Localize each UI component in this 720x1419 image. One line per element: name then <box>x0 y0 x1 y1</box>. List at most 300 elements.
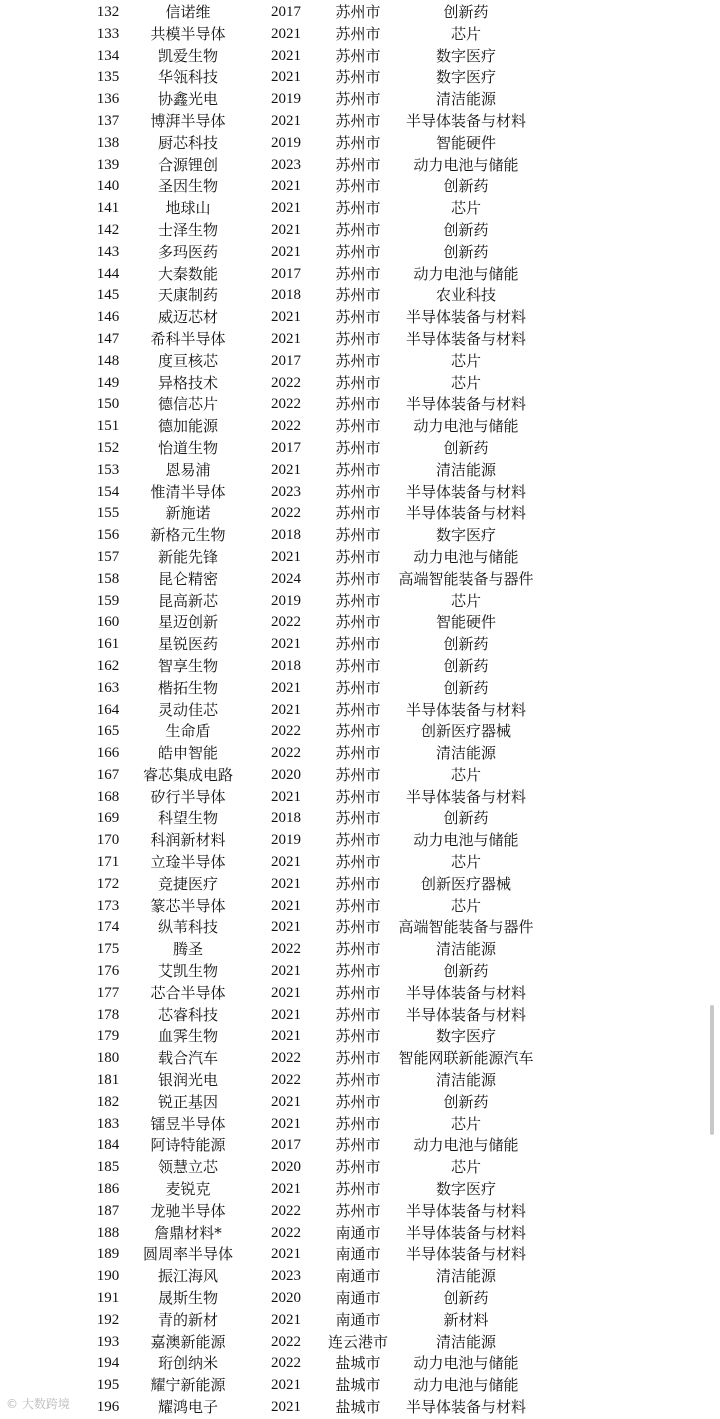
company-name: 希科半导体 <box>150 329 226 348</box>
company-name: 圆周率半导体 <box>142 1245 233 1264</box>
city: 苏州市 <box>335 264 381 283</box>
row-number: 137 <box>96 112 120 129</box>
row-number: 149 <box>96 374 120 391</box>
city: 苏州市 <box>335 329 381 348</box>
row-number: 164 <box>96 701 120 718</box>
row-number: 140 <box>96 178 120 195</box>
row-number: 180 <box>96 1050 120 1067</box>
company-name: 篆芯半导体 <box>150 896 226 915</box>
table-row <box>0 438 720 460</box>
city: 苏州市 <box>335 853 381 872</box>
industry: 半导体装备与材料 <box>405 1245 526 1264</box>
founded-year: 2020 <box>271 766 301 783</box>
city: 苏州市 <box>335 1092 381 1111</box>
company-name: 昆高新芯 <box>157 591 218 610</box>
row-number: 162 <box>96 657 120 674</box>
company-name: 晟斯生物 <box>157 1289 218 1308</box>
city: 苏州市 <box>335 1005 381 1024</box>
row-number: 182 <box>96 1093 120 1110</box>
founded-year: 2021 <box>271 221 301 238</box>
industry: 新材料 <box>443 1310 489 1329</box>
company-name: 科望生物 <box>157 809 218 828</box>
founded-year: 2017 <box>271 4 301 20</box>
table-row <box>0 67 720 89</box>
founded-year: 2022 <box>271 418 301 435</box>
industry: 清洁能源 <box>435 1071 496 1090</box>
row-number: 159 <box>96 592 120 609</box>
city: 苏州市 <box>335 1158 381 1177</box>
company-name: 昆仑精密 <box>157 569 218 588</box>
company-name: 多玛医药 <box>157 242 218 261</box>
table-row <box>0 896 720 918</box>
industry: 动力电池与储能 <box>413 547 519 566</box>
row-number: 155 <box>96 505 120 522</box>
founded-year: 2021 <box>271 1028 301 1045</box>
city: 盐城市 <box>335 1398 381 1416</box>
row-number: 194 <box>96 1355 120 1372</box>
founded-year: 2023 <box>271 156 301 173</box>
company-name: 载合汽车 <box>157 1049 218 1068</box>
industry: 芯片 <box>450 853 481 872</box>
founded-year: 2021 <box>271 69 301 86</box>
city: 苏州市 <box>335 547 381 566</box>
company-name: 嘉澳新能源 <box>150 1332 226 1351</box>
company-name: 矽行半导体 <box>150 787 226 806</box>
founded-year: 2021 <box>271 548 301 565</box>
table-row <box>0 612 720 634</box>
industry: 芯片 <box>450 591 481 610</box>
city: 苏州市 <box>335 373 381 392</box>
city: 苏州市 <box>335 68 381 87</box>
founded-year: 2021 <box>271 963 301 980</box>
company-name: 惟清半导体 <box>150 482 226 501</box>
industry: 半导体装备与材料 <box>405 1201 526 1220</box>
founded-year: 2018 <box>271 287 301 304</box>
city: 苏州市 <box>335 765 381 784</box>
row-number: 136 <box>96 91 120 108</box>
industry: 清洁能源 <box>435 1332 496 1351</box>
table-row <box>0 1114 720 1136</box>
row-number: 166 <box>96 745 120 762</box>
company-name: 恩易浦 <box>165 460 211 479</box>
city: 苏州市 <box>335 656 381 675</box>
table-row <box>0 1353 720 1375</box>
row-number: 139 <box>96 156 120 173</box>
company-name: 立琻半导体 <box>150 853 226 872</box>
company-name: 士泽生物 <box>157 220 218 239</box>
founded-year: 2021 <box>271 112 301 129</box>
row-number: 177 <box>96 984 120 1001</box>
table-row <box>0 24 720 46</box>
founded-year: 2021 <box>271 1006 301 1023</box>
table-row <box>0 1332 720 1354</box>
company-name: 领慧立芯 <box>157 1158 218 1177</box>
table-row <box>0 111 720 133</box>
company-name: 生命盾 <box>165 722 211 741</box>
table-row <box>0 307 720 329</box>
founded-year: 2021 <box>271 1399 301 1415</box>
industry: 农业科技 <box>435 286 496 305</box>
company-name: 协鑫光电 <box>157 90 218 109</box>
row-number: 185 <box>96 1159 120 1176</box>
founded-year: 2022 <box>271 396 301 413</box>
founded-year: 2017 <box>271 265 301 282</box>
company-name: 艾凯生物 <box>157 962 218 981</box>
row-number: 143 <box>96 243 120 260</box>
city: 苏州市 <box>335 787 381 806</box>
row-number: 148 <box>96 352 120 369</box>
company-name: 博湃半导体 <box>150 111 226 130</box>
founded-year: 2023 <box>271 483 301 500</box>
table-row <box>0 634 720 656</box>
row-number: 184 <box>96 1137 120 1154</box>
row-number: 157 <box>96 548 120 565</box>
city: 苏州市 <box>335 438 381 457</box>
industry: 创新药 <box>443 1289 489 1308</box>
company-name: 皓申智能 <box>157 744 218 763</box>
row-number: 165 <box>96 723 120 740</box>
table-row <box>0 1092 720 1114</box>
table-row <box>0 525 720 547</box>
table-row <box>0 329 720 351</box>
row-number: 138 <box>96 134 120 151</box>
table-row <box>0 656 720 678</box>
row-number: 173 <box>96 897 120 914</box>
founded-year: 2017 <box>271 352 301 369</box>
industry: 数字医疗 <box>435 68 496 87</box>
city: 苏州市 <box>335 809 381 828</box>
table-row <box>0 808 720 830</box>
company-name: 星锐医药 <box>157 635 218 654</box>
industry: 芯片 <box>450 199 481 218</box>
company-name: 共模半导体 <box>150 24 226 43</box>
founded-year: 2020 <box>271 1290 301 1307</box>
city: 南通市 <box>335 1245 381 1264</box>
city: 苏州市 <box>335 286 381 305</box>
table-row <box>0 503 720 525</box>
table-row <box>0 482 720 504</box>
table-row <box>0 569 720 591</box>
table-row <box>0 220 720 242</box>
row-number: 190 <box>96 1268 120 1285</box>
company-name: 珩创纳米 <box>157 1354 218 1373</box>
founded-year: 2021 <box>271 701 301 718</box>
founded-year: 2019 <box>271 134 301 151</box>
founded-year: 2022 <box>271 1355 301 1372</box>
row-number: 142 <box>96 221 120 238</box>
company-name: 星迈创新 <box>157 613 218 632</box>
founded-year: 2022 <box>271 374 301 391</box>
row-number: 192 <box>96 1311 120 1328</box>
founded-year: 2021 <box>271 788 301 805</box>
row-number: 188 <box>96 1224 120 1241</box>
table-row <box>0 1048 720 1070</box>
industry: 芯片 <box>450 1114 481 1133</box>
founded-year: 2022 <box>271 1333 301 1350</box>
company-name: 芯睿科技 <box>157 1005 218 1024</box>
founded-year: 2019 <box>271 592 301 609</box>
table-row <box>0 285 720 307</box>
table-row <box>0 2 720 24</box>
city: 苏州市 <box>335 482 381 501</box>
founded-year: 2021 <box>271 1377 301 1394</box>
city: 苏州市 <box>335 591 381 610</box>
scrollbar[interactable] <box>710 1005 714 1135</box>
company-name: 威迈芯材 <box>157 308 218 327</box>
industry: 半导体装备与材料 <box>405 787 526 806</box>
city: 盐城市 <box>335 1354 381 1373</box>
industry: 动力电池与储能 <box>413 417 519 436</box>
table-row <box>0 1397 720 1419</box>
table-row <box>0 1375 720 1397</box>
founded-year: 2022 <box>271 1050 301 1067</box>
city: 苏州市 <box>335 90 381 109</box>
industry: 动力电池与储能 <box>413 1376 519 1395</box>
company-name: 詹鼎材料* <box>154 1223 222 1242</box>
city: 苏州市 <box>335 3 381 21</box>
row-number: 152 <box>96 439 120 456</box>
company-name: 科润新材料 <box>150 831 226 850</box>
city: 苏州市 <box>335 526 381 545</box>
row-number: 132 <box>96 4 120 20</box>
company-name: 德加能源 <box>157 417 218 436</box>
row-number: 171 <box>96 854 120 871</box>
founded-year: 2022 <box>271 614 301 631</box>
row-number: 145 <box>96 287 120 304</box>
founded-year: 2021 <box>271 178 301 195</box>
city: 苏州市 <box>335 1201 381 1220</box>
table-row <box>0 1179 720 1201</box>
founded-year: 2021 <box>271 854 301 871</box>
table-row <box>0 198 720 220</box>
row-number: 179 <box>96 1028 120 1045</box>
city: 南通市 <box>335 1267 381 1286</box>
row-number: 167 <box>96 766 120 783</box>
industry: 创新药 <box>443 3 489 21</box>
city: 苏州市 <box>335 220 381 239</box>
company-name: 振江海风 <box>157 1267 218 1286</box>
industry: 半导体装备与材料 <box>405 308 526 327</box>
industry: 半导体装备与材料 <box>405 1223 526 1242</box>
industry: 数字医疗 <box>435 1180 496 1199</box>
table-row <box>0 242 720 264</box>
row-number: 144 <box>96 265 120 282</box>
company-name: 睿芯集成电路 <box>142 765 233 784</box>
founded-year: 2021 <box>271 1181 301 1198</box>
company-name: 凯爱生物 <box>157 46 218 65</box>
company-name: 大秦数能 <box>157 264 218 283</box>
industry: 智能硬件 <box>435 613 496 632</box>
row-number: 178 <box>96 1006 120 1023</box>
industry: 芯片 <box>450 351 481 370</box>
industry: 清洁能源 <box>435 940 496 959</box>
company-name: 青的新材 <box>157 1310 218 1329</box>
founded-year: 2021 <box>271 875 301 892</box>
company-name: 镭昱半导体 <box>150 1114 226 1133</box>
city: 苏州市 <box>335 417 381 436</box>
table-row <box>0 852 720 874</box>
city: 苏州市 <box>335 111 381 130</box>
industry: 芯片 <box>450 765 481 784</box>
row-number: 186 <box>96 1181 120 1198</box>
industry: 创新药 <box>443 656 489 675</box>
founded-year: 2018 <box>271 527 301 544</box>
industry: 数字医疗 <box>435 1027 496 1046</box>
table-row <box>0 1157 720 1179</box>
industry: 智能硬件 <box>435 133 496 152</box>
industry: 动力电池与储能 <box>413 1136 519 1155</box>
table-row <box>0 155 720 177</box>
table-row <box>0 176 720 198</box>
industry: 创新药 <box>443 438 489 457</box>
row-number: 196 <box>96 1399 120 1415</box>
founded-year: 2018 <box>271 810 301 827</box>
row-number: 172 <box>96 875 120 892</box>
table-row <box>0 133 720 155</box>
founded-year: 2022 <box>271 1072 301 1089</box>
company-name: 度亘核芯 <box>157 351 218 370</box>
founded-year: 2021 <box>271 330 301 347</box>
city: 苏州市 <box>335 700 381 719</box>
city: 苏州市 <box>335 874 381 893</box>
industry: 芯片 <box>450 896 481 915</box>
founded-year: 2022 <box>271 745 301 762</box>
founded-year: 2019 <box>271 91 301 108</box>
founded-year: 2021 <box>271 984 301 1001</box>
industry: 数字医疗 <box>435 526 496 545</box>
company-name: 合源锂创 <box>157 155 218 174</box>
founded-year: 2019 <box>271 832 301 849</box>
company-name: 纵苇科技 <box>157 918 218 937</box>
table-row <box>0 1310 720 1332</box>
city: 苏州市 <box>335 1136 381 1155</box>
row-number: 187 <box>96 1202 120 1219</box>
row-number: 154 <box>96 483 120 500</box>
industry: 半导体装备与材料 <box>405 504 526 523</box>
industry: 高端智能装备与器件 <box>398 569 534 588</box>
founded-year: 2021 <box>271 919 301 936</box>
row-number: 169 <box>96 810 120 827</box>
city: 苏州市 <box>335 678 381 697</box>
city: 南通市 <box>335 1289 381 1308</box>
table-row <box>0 787 720 809</box>
city: 苏州市 <box>335 242 381 261</box>
row-number: 176 <box>96 963 120 980</box>
row-number: 160 <box>96 614 120 631</box>
founded-year: 2023 <box>271 1268 301 1285</box>
industry: 动力电池与储能 <box>413 831 519 850</box>
city: 苏州市 <box>335 569 381 588</box>
industry: 智能网联新能源汽车 <box>398 1049 534 1068</box>
row-number: 133 <box>96 25 120 42</box>
industry: 清洁能源 <box>435 460 496 479</box>
table-row <box>0 721 720 743</box>
table-row <box>0 917 720 939</box>
company-name: 圣因生物 <box>157 177 218 196</box>
table-row <box>0 1135 720 1157</box>
founded-year: 2021 <box>271 243 301 260</box>
industry: 半导体装备与材料 <box>405 482 526 501</box>
industry: 动力电池与储能 <box>413 264 519 283</box>
table-row <box>0 1026 720 1048</box>
table-row <box>0 264 720 286</box>
company-name: 血霁生物 <box>157 1027 218 1046</box>
row-number: 146 <box>96 309 120 326</box>
table-row <box>0 351 720 373</box>
founded-year: 2022 <box>271 941 301 958</box>
table-row <box>0 983 720 1005</box>
company-name: 腾圣 <box>172 940 203 959</box>
industry: 创新药 <box>443 177 489 196</box>
city: 苏州市 <box>335 395 381 414</box>
table-row <box>0 743 720 765</box>
city: 苏州市 <box>335 635 381 654</box>
founded-year: 2021 <box>271 897 301 914</box>
row-number: 151 <box>96 418 120 435</box>
company-name: 新能先锋 <box>157 547 218 566</box>
industry: 高端智能装备与器件 <box>398 918 534 937</box>
city: 苏州市 <box>335 133 381 152</box>
industry: 芯片 <box>450 1158 481 1177</box>
industry: 半导体装备与材料 <box>405 329 526 348</box>
table-row <box>0 46 720 68</box>
company-name: 天康制药 <box>157 286 218 305</box>
company-name: 厨芯科技 <box>157 133 218 152</box>
founded-year: 2021 <box>271 25 301 42</box>
company-name: 智享生物 <box>157 656 218 675</box>
company-name: 新格元生物 <box>150 526 226 545</box>
industry: 创新药 <box>443 678 489 697</box>
row-number: 195 <box>96 1377 120 1394</box>
city: 苏州市 <box>335 613 381 632</box>
city: 苏州市 <box>335 962 381 981</box>
table-row <box>0 765 720 787</box>
city: 苏州市 <box>335 46 381 65</box>
row-number: 153 <box>96 461 120 478</box>
row-number: 158 <box>96 570 120 587</box>
city: 苏州市 <box>335 460 381 479</box>
row-number: 156 <box>96 527 120 544</box>
industry: 芯片 <box>450 24 481 43</box>
row-number: 147 <box>96 330 120 347</box>
industry: 创新医疗器械 <box>420 722 511 741</box>
founded-year: 2021 <box>271 47 301 64</box>
city: 苏州市 <box>335 1049 381 1068</box>
industry: 数字医疗 <box>435 46 496 65</box>
industry: 创新药 <box>443 962 489 981</box>
row-number: 150 <box>96 396 120 413</box>
table-row <box>0 460 720 482</box>
city: 苏州市 <box>335 24 381 43</box>
city: 苏州市 <box>335 1114 381 1133</box>
city: 南通市 <box>335 1310 381 1329</box>
table-row <box>0 830 720 852</box>
city: 苏州市 <box>335 1027 381 1046</box>
company-name: 新施诺 <box>165 504 211 523</box>
founded-year: 2021 <box>271 679 301 696</box>
company-name: 异格技术 <box>157 373 218 392</box>
city: 苏州市 <box>335 831 381 850</box>
watermark: © 大数跨境 <box>6 1397 70 1411</box>
founded-year: 2021 <box>271 636 301 653</box>
city: 连云港市 <box>327 1332 388 1351</box>
company-name: 灵动佳芯 <box>157 700 218 719</box>
company-name: 芯合半导体 <box>150 983 226 1002</box>
company-name: 德信芯片 <box>157 395 218 414</box>
city: 南通市 <box>335 1223 381 1242</box>
founded-year: 2021 <box>271 1246 301 1263</box>
city: 苏州市 <box>335 199 381 218</box>
